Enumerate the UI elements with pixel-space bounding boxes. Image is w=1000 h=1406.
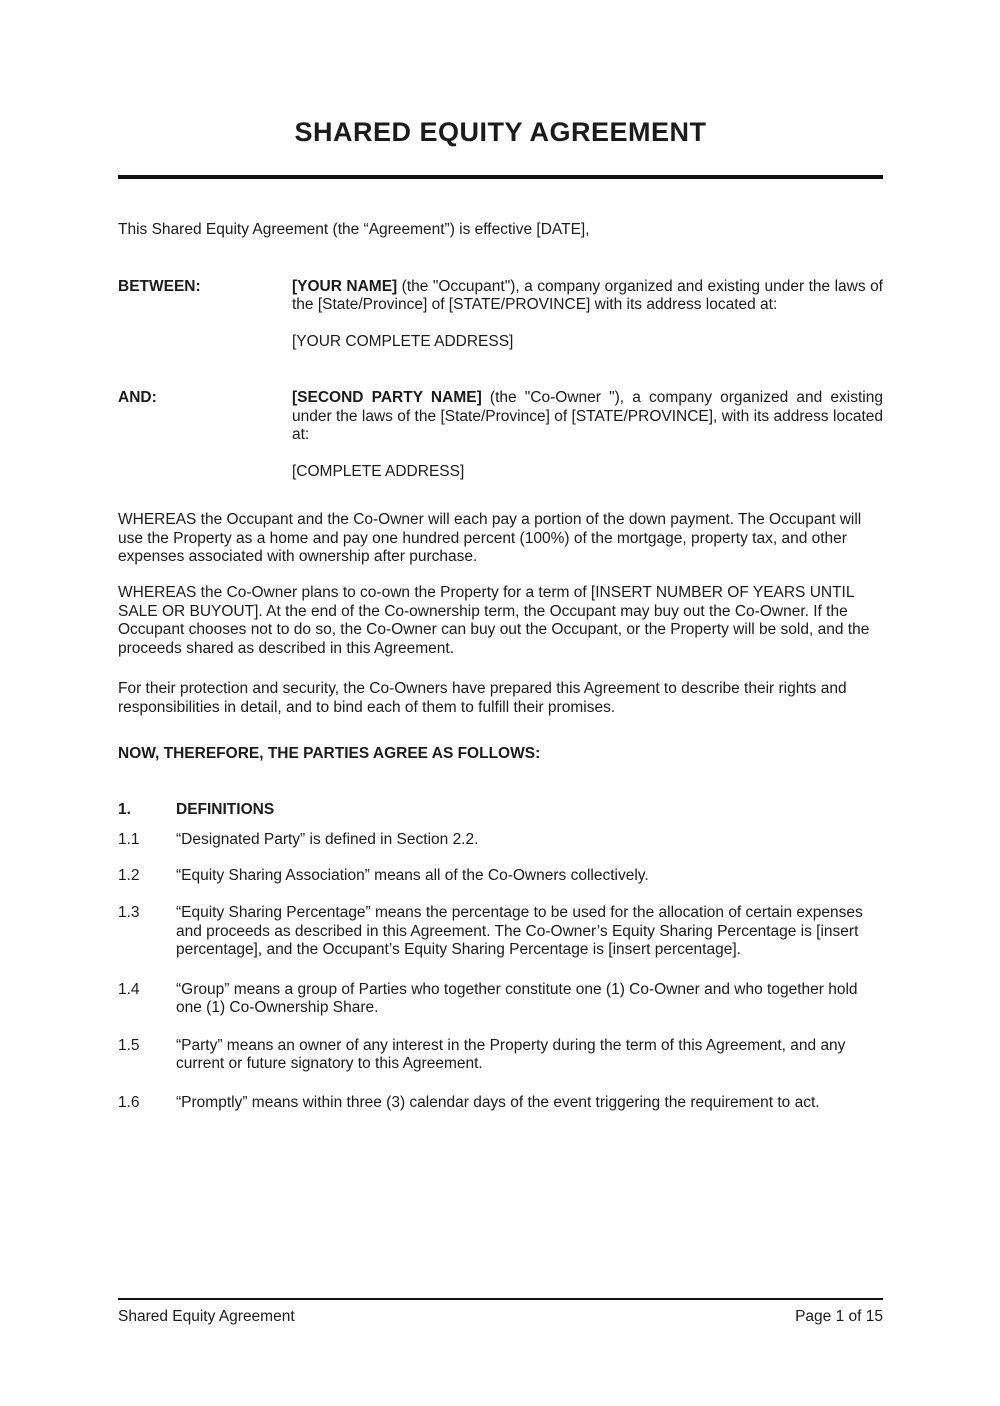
definition-number: 1.5 xyxy=(118,1036,140,1054)
definition-item xyxy=(118,831,883,850)
definition-text: “Designated Party” is defined in Section 2.2. xyxy=(176,830,479,848)
party-label: AND: xyxy=(118,389,157,406)
definition-number: 1.4 xyxy=(118,980,140,998)
party-body xyxy=(292,389,883,482)
definition-text: “Equity Sharing Percentage” means the percentage to be used for the allocation of certain expenses and proceeds as described in this Agreement. The Co-Owner’s Equity Sharing Percentage is [insert percentage], and the Occupant’s Equity Sharing Percentage is [insert percentage]. xyxy=(176,904,863,958)
party-name: [YOUR NAME] xyxy=(292,277,398,295)
page-footer xyxy=(118,1298,883,1327)
definition-item xyxy=(118,1094,883,1113)
footer-page-number: Page 1 of 15 xyxy=(795,1308,883,1325)
party-block-and xyxy=(118,389,883,482)
party-description xyxy=(292,278,883,315)
party-address: [COMPLETE ADDRESS] xyxy=(292,463,465,480)
intro-paragraph: This Shared Equity Agreement (the “Agreement”) is effective [DATE], xyxy=(118,221,590,238)
party-text: (the "Occupant"), a company organized and existing under the laws of the [State/Province] of [STATE/PROVINCE] with its address located at: xyxy=(292,277,883,313)
section-number: 1. xyxy=(118,801,131,818)
party-body xyxy=(292,278,883,352)
document-title: SHARED EQUITY AGREEMENT xyxy=(294,117,707,147)
definition-number: 1.6 xyxy=(118,1093,140,1111)
party-text: (the "Co-Owner "), a company organized and existing under the laws of the [State/Province] of [STATE/PROVINCE], with its address located at: xyxy=(292,389,883,443)
section-heading xyxy=(118,801,883,820)
recital-paragraph: For their protection and security, the Co-Owners have prepared this Agreement to describe their rights and responsibilities in detail, and to bind each of them to fulfill their promises. xyxy=(118,680,847,716)
definition-item xyxy=(118,1037,883,1074)
agreement-clause: NOW, THEREFORE, THE PARTIES AGREE AS FOLLOWS: xyxy=(118,745,541,762)
definition-text: “Equity Sharing Association” means all of the Co-Owners collectively. xyxy=(176,866,649,884)
title-rule xyxy=(118,175,883,179)
definition-item xyxy=(118,981,883,1018)
recital-paragraph: WHEREAS the Occupant and the Co-Owner will each pay a portion of the down payment. The Occupant will use the Property as a home and pay one hundred percent (100%) of the mortgage, property tax, and other expenses associated with ownership after purchase. xyxy=(118,511,862,565)
party-name: [SECOND PARTY NAME] xyxy=(292,389,482,406)
definition-text: “Party” means an owner of any interest in the Property during the term of this Agreement, and any current or future signatory to this Agreement. xyxy=(176,1036,846,1072)
party-block-between xyxy=(118,278,883,352)
party-address: [YOUR COMPLETE ADDRESS] xyxy=(292,333,514,350)
definition-text: “Promptly” means within three (3) calendar days of the event triggering the requirement to act. xyxy=(176,1093,820,1111)
party-label: BETWEEN: xyxy=(118,277,201,295)
document-page xyxy=(0,116,1000,1112)
definition-number: 1.1 xyxy=(118,830,140,848)
footer-document-name: Shared Equity Agreement xyxy=(118,1308,295,1325)
definition-item xyxy=(118,867,883,886)
definition-text: “Group” means a group of Parties who together constitute one (1) Co-Owner and who together hold one (1) Co-Ownership Share. xyxy=(176,980,858,1016)
recital-paragraph: WHEREAS the Co-Owner plans to co-own the Property for a term of [INSERT NUMBER OF YEARS UNTIL SALE OR BUYOUT]. At the end of the Co-ownership term, the Occupant may buy out the Co-Owner. If the Occupant chooses not to do so, the Co-Owner can buy out the Occupant, or the Property will be sold, and the proceeds shared as described in this Agreement. xyxy=(118,584,870,657)
section-title: DEFINITIONS xyxy=(176,801,275,818)
definition-number: 1.2 xyxy=(118,866,140,884)
party-description xyxy=(292,389,883,445)
definition-number: 1.3 xyxy=(118,904,140,921)
definition-item xyxy=(118,904,883,960)
